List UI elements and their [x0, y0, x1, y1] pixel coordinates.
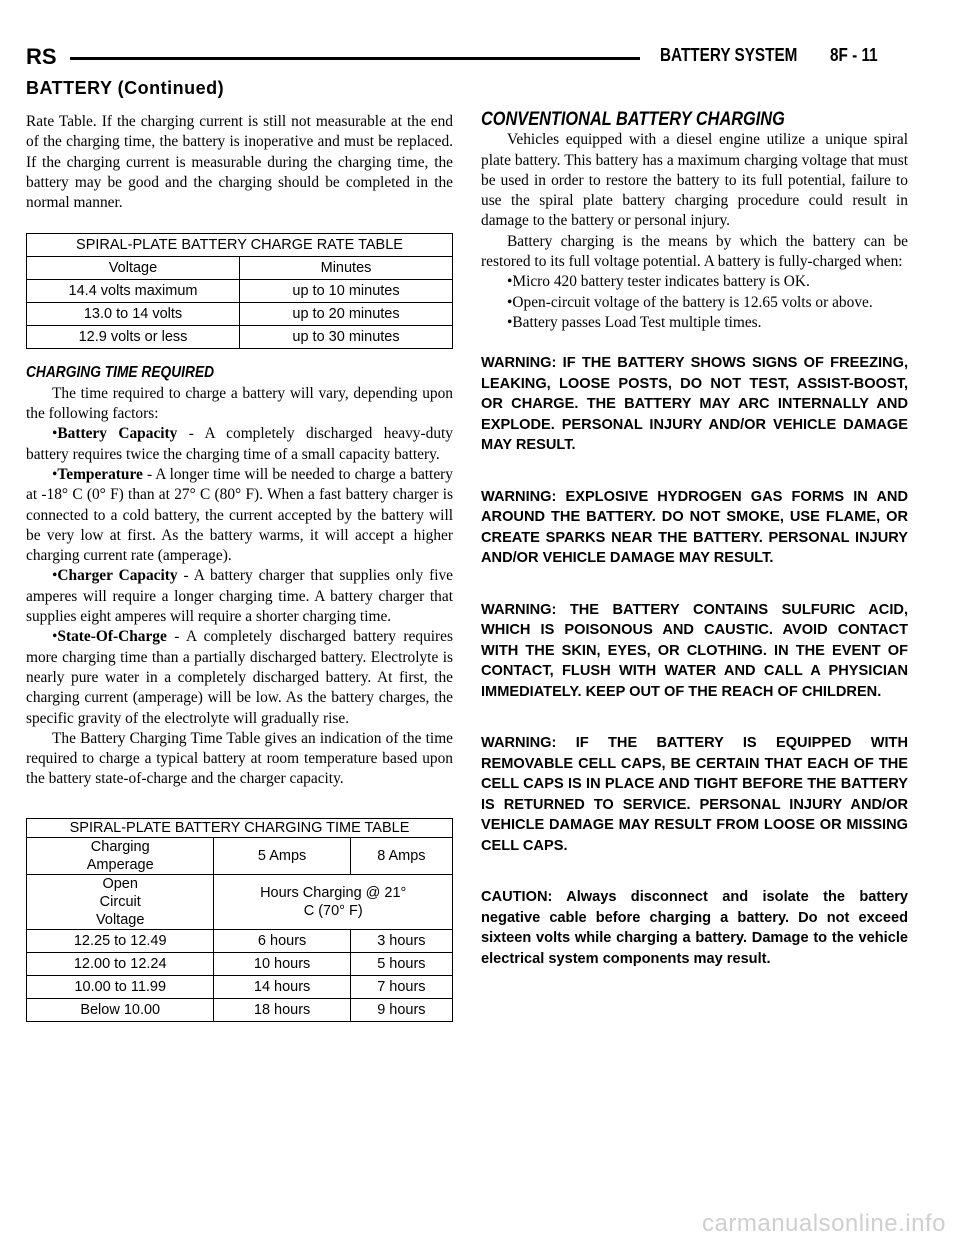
- table-cell: up to 10 minutes: [240, 280, 453, 303]
- factor-text: - A completely discharged heavy-duty battery requires twice the charging time of a small capacity battery.: [26, 425, 453, 463]
- table-cell: 12.9 volts or less: [27, 326, 240, 349]
- factor-term: State-Of-Charge: [57, 628, 167, 646]
- bullet: •: [52, 628, 58, 646]
- table-cell: 7 hours: [350, 975, 452, 998]
- list-item-text: Micro 420 battery tester indicates battery is OK.: [512, 273, 810, 291]
- bullet: •: [52, 567, 58, 585]
- table-cell: 18 hours: [214, 998, 350, 1021]
- hours-label: Hours Charging @ 21° C (70° F): [214, 874, 453, 929]
- ocv-label: Open Circuit Voltage: [27, 874, 214, 929]
- right-column: [481, 110, 908, 969]
- list-item: •Micro 420 battery tester indicates battery is OK.: [507, 273, 810, 291]
- table-cell: up to 20 minutes: [240, 303, 453, 326]
- header-rule: [70, 57, 640, 60]
- rate-header-voltage: Voltage: [27, 257, 240, 280]
- charge-rate-table: [26, 233, 453, 349]
- amperage-label: Charging Amperage: [27, 837, 214, 874]
- factor-charger-capacity: [26, 566, 453, 627]
- table-cell: 5 hours: [350, 952, 452, 975]
- section-title: BATTERY SYSTEM: [660, 45, 798, 65]
- watermark: carmanualsonline.info: [702, 1210, 946, 1237]
- warning-acid: WARNING: THE BATTERY CONTAINS SULFURIC ACID, WHICH IS POISONOUS AND CAUSTIC. AVOID CONTACT WITH THE SKIN, EYES, OR CLOTHING. IN THE EVENT OF CONTACT, FLUSH WITH WATER AND CALL A PHYSICIAN IMMEDIATELY. KEEP OUT OF THE REACH OF CHILDREN.: [481, 601, 908, 700]
- rate-table-title: SPIRAL-PLATE BATTERY CHARGE RATE TABLE: [27, 234, 453, 257]
- amp-5-header: 5 Amps: [214, 837, 350, 874]
- diesel-paragraph: Vehicles equipped with a diesel engine utilize a unique spiral plate battery. This battery has a maximum charging voltage that must be used in order to restore the battery to its full potential, failure to use the spiral plate battery charging procedure could result in damage to the battery or personal injury.: [481, 131, 908, 230]
- bullet: •: [52, 425, 58, 443]
- table-cell: 13.0 to 14 volts: [27, 303, 240, 326]
- time-table-intro: The Battery Charging Time Table gives an indication of the time required to charge a typical battery at room temperature based upon the battery state-of-charge and the charger capacity.: [26, 729, 453, 788]
- charging-time-intro: The time required to charge a battery will vary, depending upon the following factors:: [26, 384, 453, 423]
- factor-term: Temperature: [57, 465, 143, 483]
- table-cell: 12.00 to 12.24: [27, 952, 214, 975]
- fully-charged-paragraph: Battery charging is the means by which the battery can be restored to its full voltage potential. A battery is fully-charged when:: [481, 232, 908, 271]
- conventional-charging-heading: CONVENTIONAL BATTERY CHARGING: [481, 109, 785, 130]
- caution-disconnect: CAUTION: Always disconnect and isolate the battery negative cable before charging a battery. Do not exceed sixteen volts while charging a battery. Damage to the vehicle electrical system components may result.: [481, 889, 908, 967]
- warning-hydrogen: WARNING: EXPLOSIVE HYDROGEN GAS FORMS IN AND AROUND THE BATTERY. DO NOT SMOKE, USE FLAME, OR CREATE SPARKS NEAR THE BATTERY. PERSONAL INJURY AND/OR VEHICLE DAMAGE MAY RESULT.: [481, 488, 908, 567]
- bullet: •: [52, 465, 58, 483]
- table-cell: 14.4 volts maximum: [27, 280, 240, 303]
- time-table-title: SPIRAL-PLATE BATTERY CHARGING TIME TABLE: [27, 818, 453, 837]
- charging-time-heading: CHARGING TIME REQUIRED: [26, 364, 215, 382]
- table-row: [27, 326, 453, 349]
- table-cell: 14 hours: [214, 975, 350, 998]
- table-cell: 10.00 to 11.99: [27, 975, 214, 998]
- factor-text: - A completely discharged battery requires more charging time than a partially discharged battery. Electrolyte is nearly pure water in a completely discharged battery. At first, the charging current (amperage) will be low. As the battery charges, the specific gravity of the electrolyte will gradually rise.: [26, 628, 453, 727]
- table-cell: 10 hours: [214, 952, 350, 975]
- table-cell: 12.25 to 12.49: [27, 929, 214, 952]
- list-item: •Battery passes Load Test multiple times.: [507, 313, 762, 331]
- warning-cell-caps: WARNING: IF THE BATTERY IS EQUIPPED WITH REMOVABLE CELL CAPS, BE CERTAIN THAT EACH OF THE CELL CAPS IS IN PLACE AND TIGHT BEFORE THE BATTERY IS RETURNED TO SERVICE. PERSONAL INJURY AND/OR VEHICLE DAMAGE MAY RESULT FROM LOOSE OR MISSING CELL CAPS.: [481, 735, 908, 854]
- table-row: [27, 280, 453, 303]
- table-cell: 6 hours: [214, 929, 350, 952]
- factor-term: Charger Capacity: [57, 567, 178, 585]
- list-item-text: Battery passes Load Test multiple times.: [512, 313, 762, 331]
- factor-battery-capacity: [26, 424, 453, 465]
- section-code: RS: [26, 44, 57, 69]
- table-row: [27, 998, 453, 1021]
- table-row: [27, 303, 453, 326]
- amp-8-header: 8 Amps: [350, 837, 452, 874]
- factor-text: - A battery charger that supplies only five amperes will require a longer charging time. A battery charger that supplies eight amperes will require a shorter charging time.: [26, 567, 453, 626]
- factor-temperature: [26, 465, 453, 566]
- left-column: [26, 112, 453, 1022]
- table-cell: 9 hours: [350, 998, 452, 1021]
- table-cell: Below 10.00: [27, 998, 214, 1021]
- list-item-text: Open-circuit voltage of the battery is 12.65 volts or above.: [512, 293, 873, 311]
- factor-term: Battery Capacity: [57, 425, 178, 443]
- table-row: [27, 952, 453, 975]
- rate-header-minutes: Minutes: [240, 257, 453, 280]
- table-cell: up to 30 minutes: [240, 326, 453, 349]
- warning-freezing: WARNING: IF THE BATTERY SHOWS SIGNS OF FREEZING, LEAKING, LOOSE POSTS, DO NOT TEST, ASSIST-BOOST, OR CHARGE. THE BATTERY MAY ARC INTERNALLY AND EXPLODE. PERSONAL INJURY AND/OR VEHICLE DAMAGE MAY RESULT.: [481, 355, 908, 454]
- table-row: [27, 929, 453, 952]
- factor-text: - A longer time will be needed to charge a battery at -18° C (0° F) than at 27° C (80° F). When a fast battery charger is connected to a cold battery, the current accepted by the battery will be very low at first. As the battery warms, it will accept a higher charging current rate (amperage).: [26, 465, 453, 565]
- charging-time-table: [26, 818, 453, 1022]
- continued-heading: BATTERY (Continued): [26, 78, 225, 98]
- page-number: 8F - 11: [830, 45, 878, 65]
- table-cell: 3 hours: [350, 929, 452, 952]
- factor-state-of-charge: [26, 627, 453, 728]
- list-item: •Open-circuit voltage of the battery is 12.65 volts or above.: [507, 293, 873, 311]
- page-header: [0, 0, 960, 75]
- table-row: [27, 975, 453, 998]
- intro-paragraph: Rate Table. If the charging current is still not measurable at the end of the charging time, the battery is inoperative and must be replaced. If the charging current is measurable during the charging time, the battery may be good and the charging should be completed in the normal manner.: [26, 113, 453, 212]
